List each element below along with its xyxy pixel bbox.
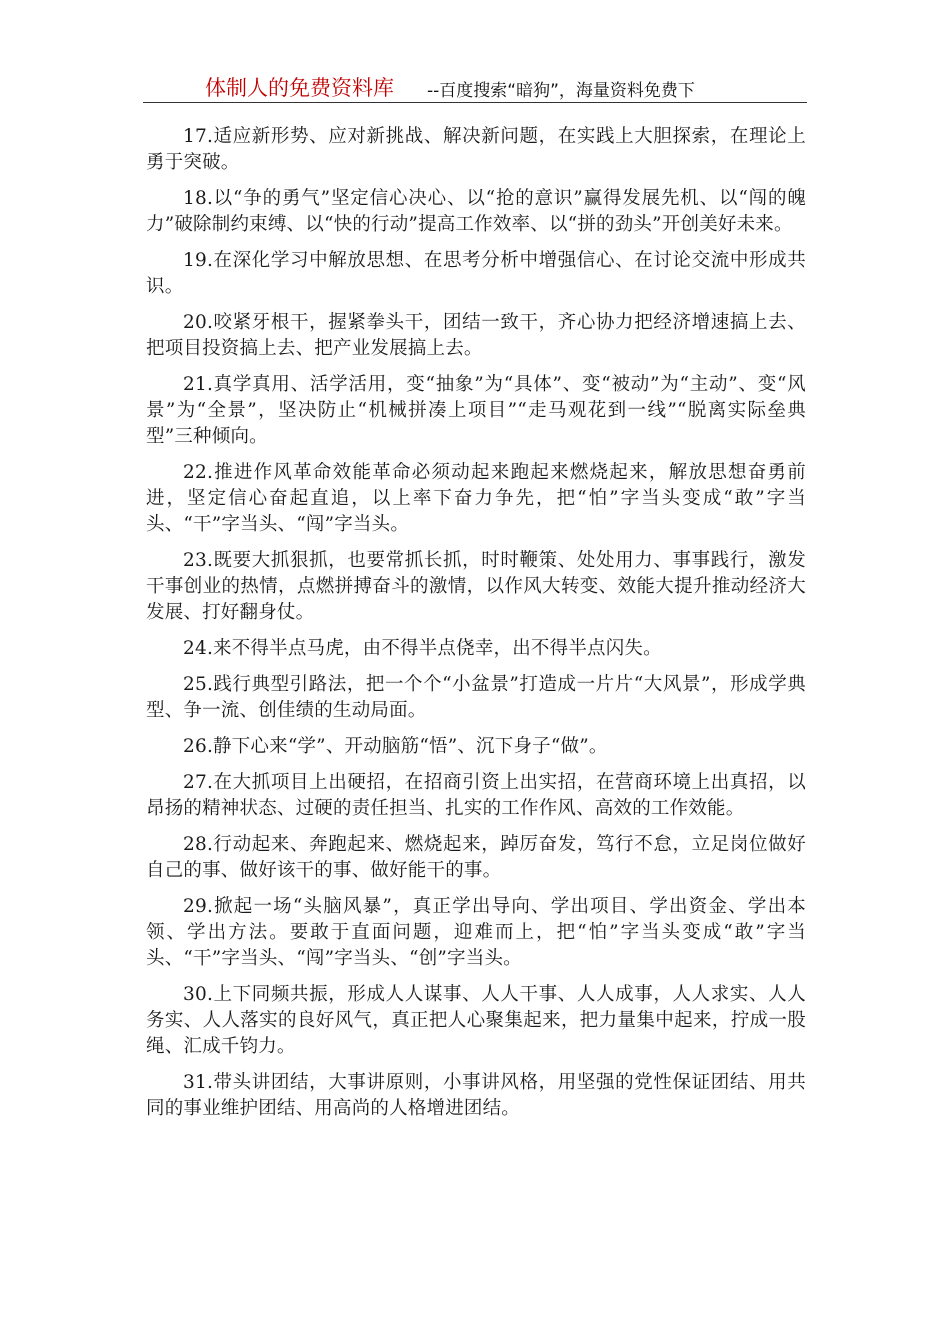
paragraph-21: 21.真学真用、活学活用，变“抽象”为“具体”、变“被动”为“主动”、变“风景”为“全景”，坚决防止“机械拼凑上项目”“走马观花到一线”“脱离实际垒典型”三种倾向。 [146, 374, 806, 447]
paragraph-22: 22.推进作风革命效能革命必须动起来跑起来燃烧起来，解放思想奋勇前进，坚定信心奋起直追，以上率下奋力争先，把“怕”字当头变成“敢”字当头、“干”字当头、“闯”字当头。 [146, 462, 806, 535]
paragraph-29: 29.掀起一场“头脑风暴”，真正学出导向、学出项目、学出资金、学出本领、学出方法。要敢于直面问题，迎难而上，把“怕”字当头变成“敢”字当头、“干”字当头、“闯”字当头、“创”字当头。 [146, 896, 806, 969]
paragraph-27: 27.在大抓项目上出硬招，在招商引资上出实招，在营商环境上出真招，以昂扬的精神状态、过硬的责任担当、扎实的工作作风、高效的工作效能。 [146, 772, 806, 819]
paragraph-30: 30.上下同频共振，形成人人谋事、人人干事、人人成事，人人求实、人人务实、人人落实的良好风气，真正把人心聚集起来，把力量集中起来，拧成一股绳、汇成千钧力。 [146, 984, 806, 1057]
paragraph-31: 31.带头讲团结，大事讲原则，小事讲风格，用坚强的党性保证团结、用共同的事业维护团结、用高尚的人格增进团结。 [146, 1072, 806, 1119]
header-tagline: --百度搜索“暗狗”，海量资料免费下 [427, 81, 695, 101]
paragraph-19: 19.在深化学习中解放思想、在思考分析中增强信心、在讨论交流中形成共识。 [146, 250, 806, 297]
paragraph-20: 20.咬紧牙根干，握紧拳头干，团结一致干，齐心协力把经济增速搞上去、把项目投资搞上去、把产业发展搞上去。 [146, 312, 806, 359]
paragraph-18: 18.以“争的勇气”坚定信心决心、以“抢的意识”赢得发展先机、以“闯的魄力”破除制约束缚、以“快的行动”提高工作效率、以“拼的劲头”开创美好未来。 [146, 188, 806, 235]
paragraph-24: 24.来不得半点马虎，由不得半点侥幸，出不得半点闪失。 [183, 638, 662, 659]
page-header [143, 70, 807, 103]
paragraph-23: 23.既要大抓狠抓，也要常抓长抓，时时鞭策、处处用力、事事践行，激发干事创业的热情，点燃拼搏奋斗的激情，以作风大转变、效能大提升推动经济大发展、打好翻身仗。 [146, 550, 806, 623]
paragraph-28: 28.行动起来、奔跑起来、燃烧起来，踔厉奋发，笃行不怠，立足岗位做好自己的事、做好该干的事、做好能干的事。 [146, 834, 806, 881]
document-body [146, 124, 806, 1132]
header-brand: 体制人的免费资料库 [205, 76, 394, 100]
paragraph-17: 17.适应新形势、应对新挑战、解决新问题，在实践上大胆探索，在理论上勇于突破。 [146, 126, 806, 173]
paragraph-26: 26.静下心来“学”、开动脑筋“悟”、沉下身子“做”。 [183, 736, 608, 757]
paragraph-25: 25.践行典型引路法，把一个个“小盆景”打造成一片片“大风景”，形成学典型、争一流、创佳绩的生动局面。 [146, 674, 806, 721]
